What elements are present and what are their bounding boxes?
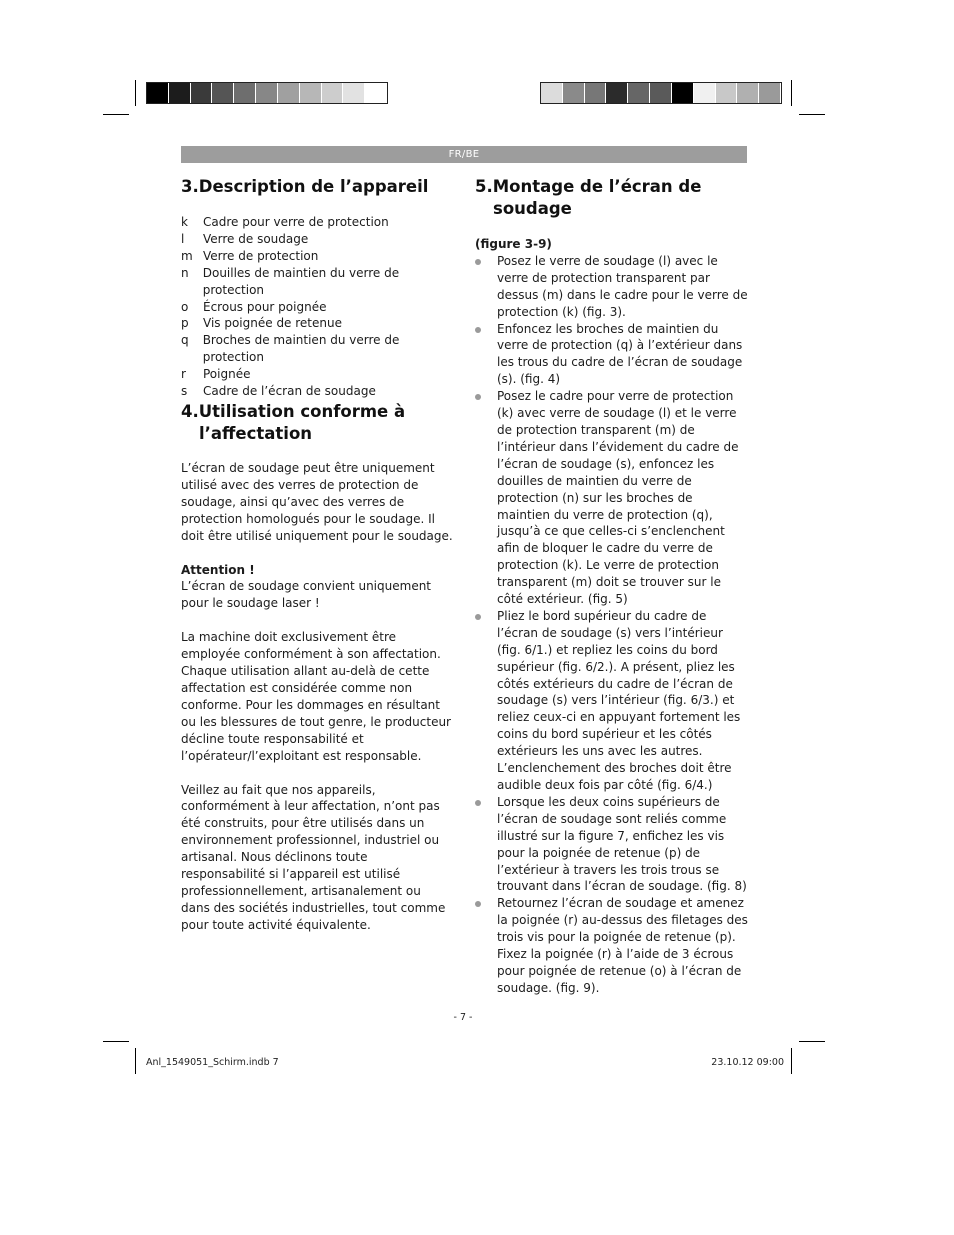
list-item: q Broches de maintien du verre de protection xyxy=(181,333,400,365)
section-title-line1: Montage de l’écran de xyxy=(492,177,702,196)
color-swatch xyxy=(563,83,585,103)
bullet-icon xyxy=(475,614,481,620)
color-swatch xyxy=(694,83,716,103)
color-swatch xyxy=(322,83,344,103)
list-item: m Verre de protection xyxy=(181,248,319,263)
crop-mark xyxy=(799,114,825,115)
paragraph: L’écran de soudage peut être uniquement utilisé avec des verres de protection de soudage, ainsi qu’avec des verres de protection homologués pour le soudage. Il doit être utilisé uniquement pour le soudage. xyxy=(181,461,453,543)
list-item: o Écrous pour poignée xyxy=(181,299,327,314)
assembly-steps xyxy=(475,253,749,997)
page-number: - 7 - xyxy=(453,1012,473,1023)
file-name: Anl_1549051_Schirm.indb 7 xyxy=(146,1057,279,1068)
list-item: n Douilles de maintien du verre de protection xyxy=(181,265,400,297)
attention-label: Attention ! xyxy=(181,562,255,577)
print-date: 23.10.12 09:00 xyxy=(711,1057,784,1068)
list-item: l Verre de soudage xyxy=(181,231,309,246)
color-calibration-bar-right xyxy=(540,82,782,104)
color-calibration-bar-left xyxy=(146,82,388,104)
attention-text: L’écran de soudage convient uniquement pour le soudage laser ! xyxy=(181,579,432,611)
section-number: 3. xyxy=(181,177,199,196)
section-number: 4. xyxy=(181,402,199,421)
list-item: Posez le verre de soudage (l) avec le verre de protection transparent par dessus (m) dans le cadre pour le verre de protection (k) (fig. 3). xyxy=(475,253,749,321)
bullet-icon xyxy=(475,800,481,806)
color-swatch xyxy=(759,83,781,103)
color-swatch xyxy=(628,83,650,103)
list-item: s Cadre de l’écran de soudage xyxy=(181,384,376,399)
section-title: Description de l’appareil xyxy=(198,177,429,196)
crop-mark xyxy=(103,114,129,115)
color-swatch xyxy=(278,83,300,103)
paragraph: Veillez au fait que nos appareils, conformément à leur affectation, n’ont pas été construits, pour être utilisés dans un environnement professionnel, industriel ou artisanal. Nous déclinons toute responsabilité si l’appareil est utilisé professionnellement, artisanalement ou dans des sociétés industrielles, tout comme pour toute activité équivalente. xyxy=(181,782,446,932)
list-item: Pliez le bord supérieur du cadre de l’écran de soudage (s) vers l’intérieur (fig. 6/1.) et repliez les coins du bord supérieur (fig. 6/2.). A présent, pliez les côtés extérieurs du cadre de l’écran de soudage (s) vers l’intérieur (fig. 6/3.) et reliez ceux-ci en appuyant fortement les coins du bord supérieur et les côtés extérieurs les uns avec les autres. L’enclenchement des broches doit être audible deux fois par côté (fig. 6/4.) xyxy=(475,608,749,794)
crop-mark xyxy=(103,1041,129,1042)
list-item: k Cadre pour verre de protection xyxy=(181,215,389,229)
color-swatch xyxy=(650,83,672,103)
section-title-line1: Utilisation conforme à xyxy=(198,402,406,421)
section-5-body xyxy=(475,236,749,997)
color-swatch xyxy=(300,83,322,103)
crop-mark xyxy=(799,1041,825,1042)
crop-mark xyxy=(135,80,136,106)
color-swatch xyxy=(343,83,365,103)
color-swatch xyxy=(191,83,213,103)
color-swatch xyxy=(234,83,256,103)
color-swatch xyxy=(672,83,694,103)
crop-mark xyxy=(791,1048,792,1074)
paragraph: La machine doit exclusivement être employée conformément à son affectation. Chaque utilisation allant au-delà de cette affectation est considérée comme non conforme. Pour les dommages en résultant ou les blessures de tout genre, le producteur décline toute responsabilité et l’opérateur/l’exploitant est responsable. xyxy=(181,630,451,763)
bullet-icon xyxy=(475,327,481,333)
section-5-heading xyxy=(475,176,755,220)
parts-list xyxy=(181,214,461,400)
section-title-line2: soudage xyxy=(493,199,572,218)
section-3-heading xyxy=(181,176,451,198)
color-swatch xyxy=(716,83,738,103)
color-swatch xyxy=(606,83,628,103)
color-swatch xyxy=(737,83,759,103)
crop-mark xyxy=(135,1048,136,1074)
section-4-heading xyxy=(181,401,461,445)
color-swatch xyxy=(541,83,563,103)
list-item: Lorsque les deux coins supérieurs de l’écran de soudage sont reliés comme illustré sur la figure 7, enfichez les vis pour la poignée de retenue (p) de l’extérieur à travers les trois trous se trouvant dans l’écran de soudage. (fig. 8) xyxy=(475,794,749,895)
color-swatch xyxy=(585,83,607,103)
language-bar: FR/BE xyxy=(181,146,747,163)
section-4-body xyxy=(181,460,453,934)
section-title-line2: l’affectation xyxy=(199,424,313,443)
color-swatch xyxy=(365,83,387,103)
list-item: p Vis poignée de retenue xyxy=(181,316,342,331)
bullet-icon xyxy=(475,394,481,400)
list-item: Posez le cadre pour verre de protection (k) avec verre de soudage (l) et le verre de protection transparent (m) de l’intérieur dans l’évidement du cadre de l’écran de soudage (s), enfoncez les douilles de maintien du verre de protection (n) sur les broches de maintien du verre de protection (q), jusqu’à ce que celles-ci s’enclenchent afin de bloquer le cadre du verre de protection (k). Le verre de protection transparent (m) doit se trouver sur le côté extérieur. (fig. 5) xyxy=(475,388,749,608)
figure-reference: (figure 3-9) xyxy=(475,237,552,251)
crop-mark xyxy=(791,80,792,106)
color-swatch xyxy=(169,83,191,103)
color-swatch xyxy=(212,83,234,103)
section-number: 5. xyxy=(475,177,493,196)
list-item: Enfoncez les broches de maintien du verre de protection (q) à l’extérieur dans les trous du cadre de l’écran de soudage (s). (fig. 4) xyxy=(475,321,749,389)
list-item: r Poignée xyxy=(181,367,251,382)
color-swatch xyxy=(256,83,278,103)
bullet-icon xyxy=(475,901,481,907)
list-item: Retournez l’écran de soudage et amenez la poignée (r) au-dessus des filetages des trois vis pour la poignée de retenue (p). Fixez la poignée (r) à l’aide de 3 écrous pour poignée de retenue (o) à l’écran de soudage. (fig. 9). xyxy=(475,895,749,996)
color-swatch xyxy=(147,83,169,103)
bullet-icon xyxy=(475,259,481,265)
